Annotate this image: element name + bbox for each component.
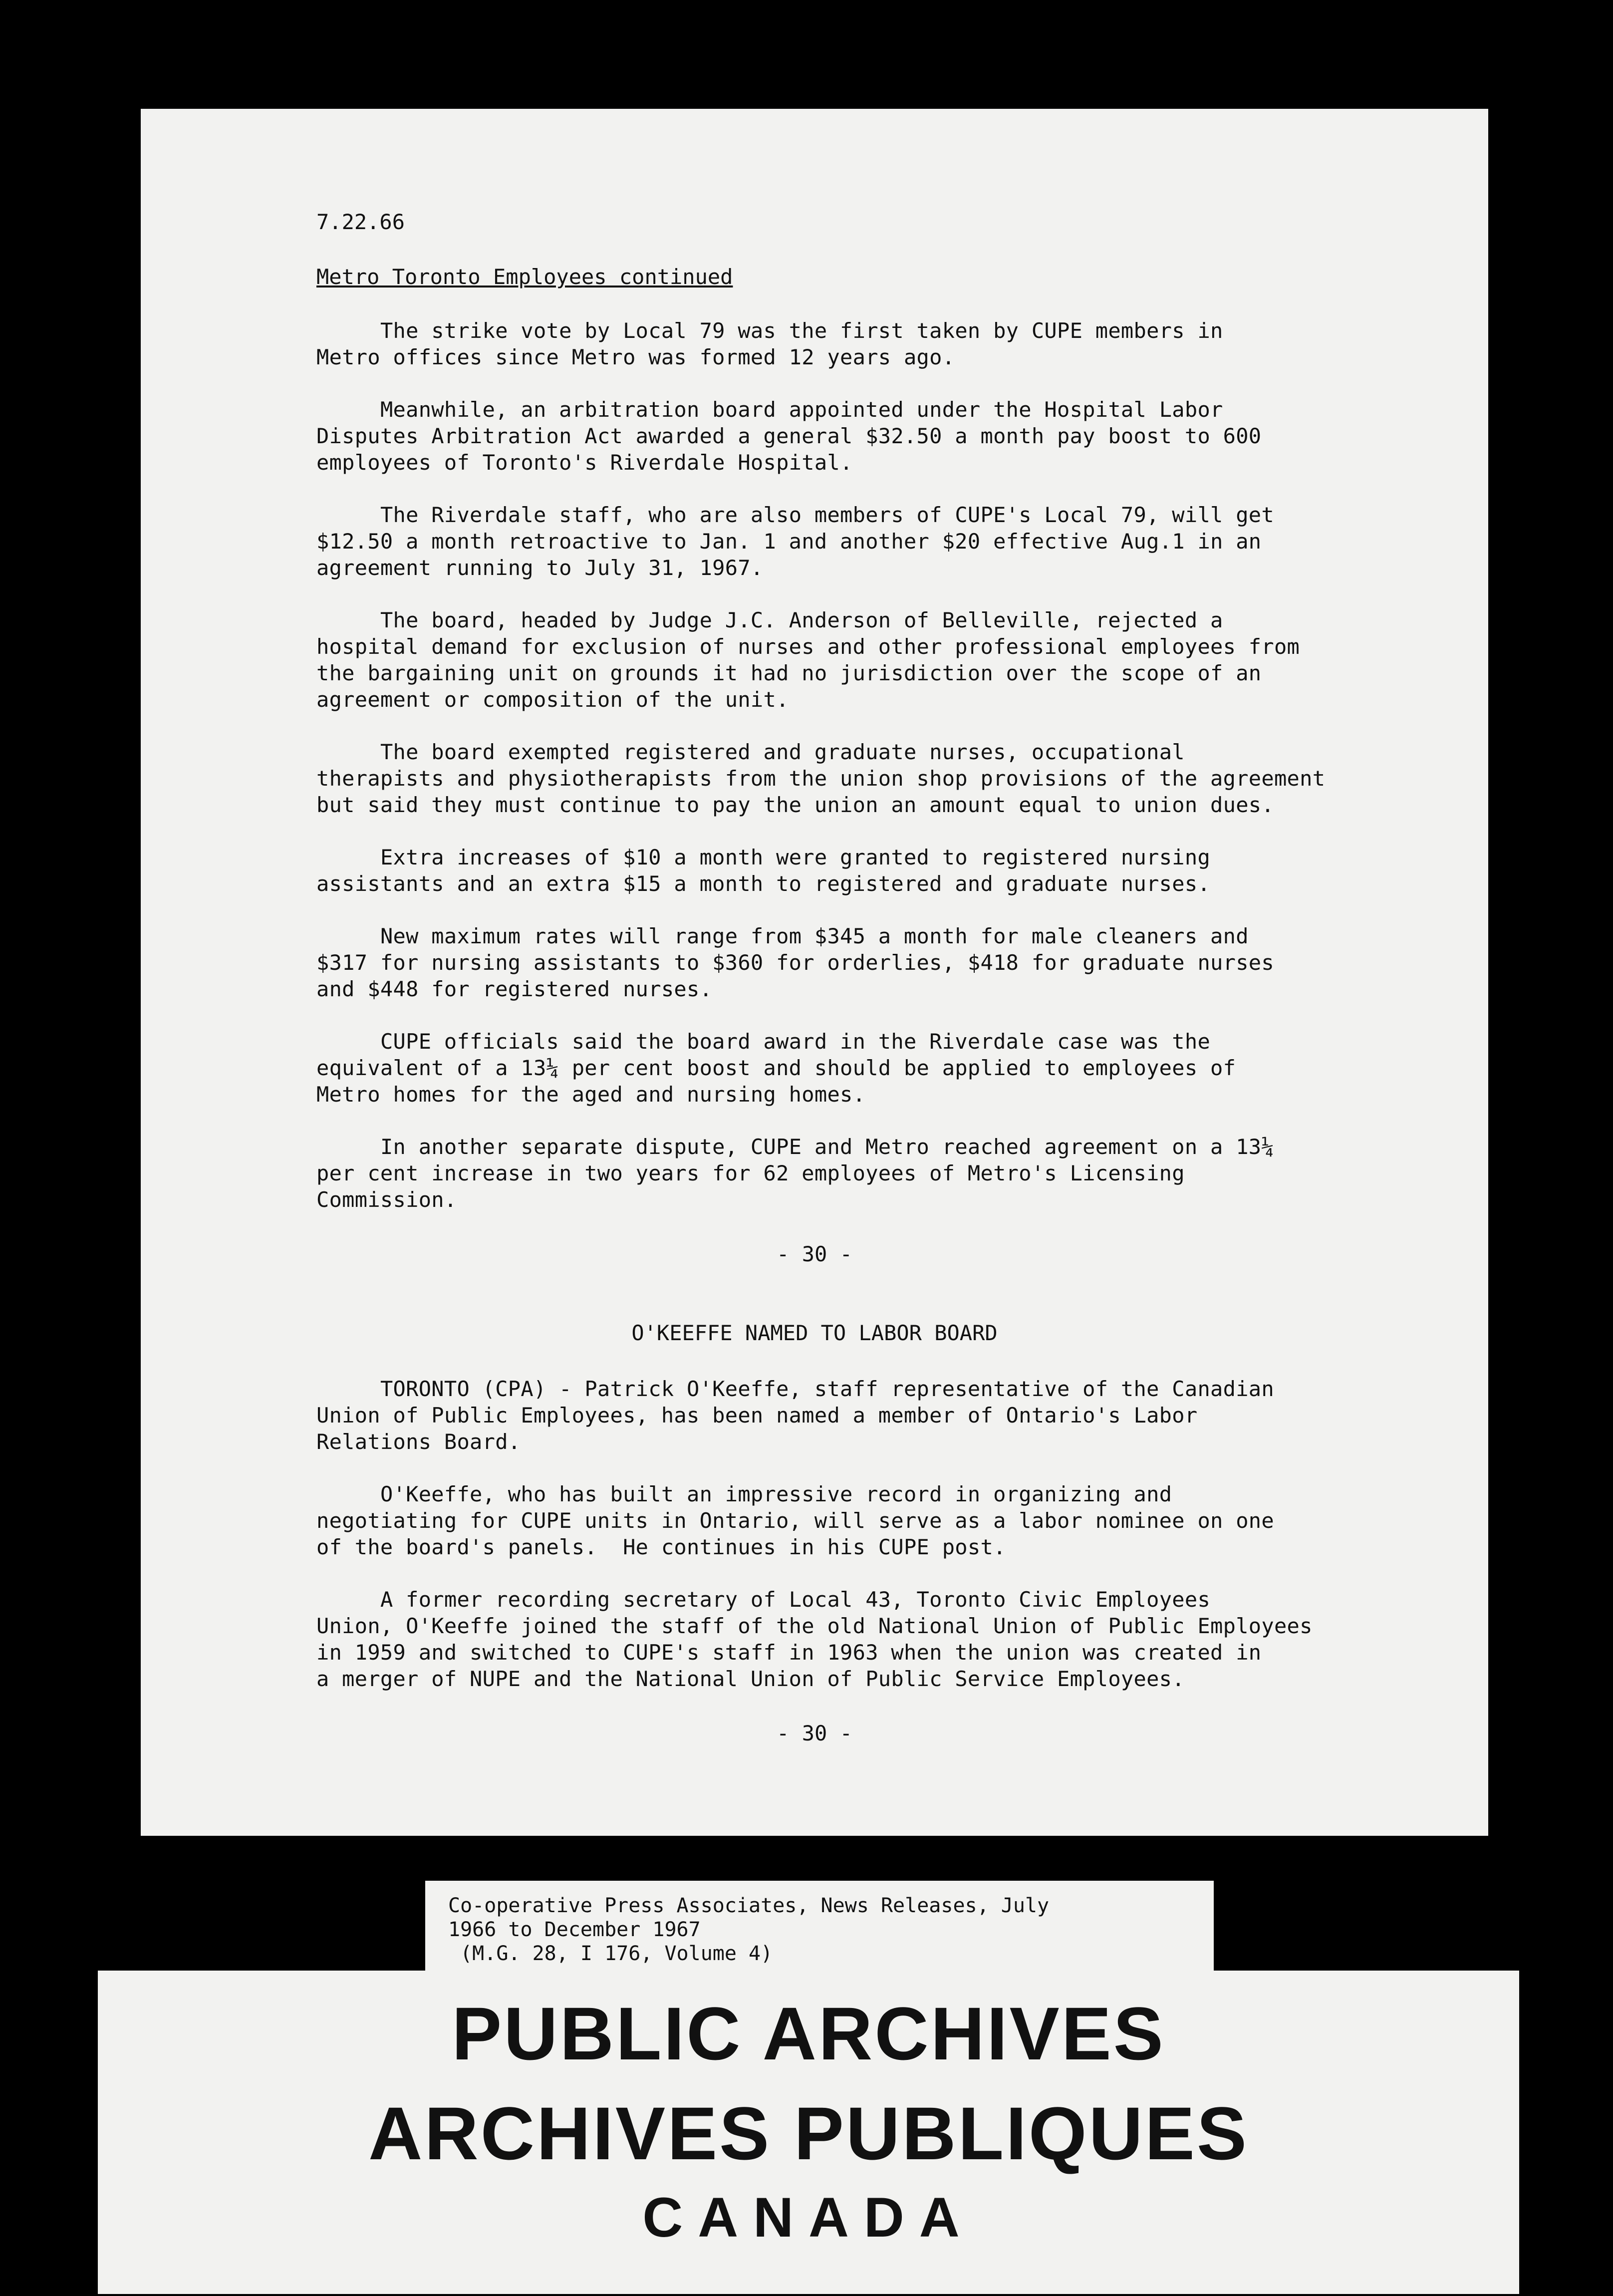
archives-stamp (98, 1971, 1519, 2294)
page-marker-1: - 30 - (777, 1242, 852, 1266)
paragraph: The Riverdale staff, who are also members of CUPE's Local 79, will get $12.50 a month retroactive to Jan. 1 and another $20 effective Aug.1 in an agreement running to July 31, 1967. (316, 503, 1274, 580)
paragraph: In another separate dispute, CUPE and Metro reached agreement on a 13¼ per cent increase in two years for 62 employees of Metro's Licensing Commission. (316, 1135, 1274, 1212)
page-marker-2: - 30 - (777, 1721, 852, 1745)
paragraph: The board exempted registered and graduate nurses, occupational therapists and physiotherapists from the union shop provisions of the agreement but said they must continue to pay the union an amount equal to union dues. (316, 740, 1326, 817)
paragraph: New maximum rates will range from $345 a month for male cleaners and $317 for nursing assistants to $360 for orderlies, $418 for graduate nurses and $448 for registered nurses. (316, 924, 1274, 1001)
paragraph: The board, headed by Judge J.C. Anderson of Belleville, rejected a hospital demand for exclusion of nurses and other professional employees from the bargaining unit on grounds it had no jurisdiction over the scope of an agreement or composition of the unit. (316, 608, 1300, 712)
archive-label-line: Co-operative Press Associates, News Releases, July (448, 1894, 1050, 1917)
document-date: 7.22.66 (316, 210, 405, 234)
stamp-line-country: CANADA (642, 2186, 975, 2249)
paragraph: Meanwhile, an arbitration board appointed under the Hospital Labor Disputes Arbitration Act awarded a general $32.50 a month pay boost to 600 employees of Toronto's Riverdale Hospital. (316, 397, 1262, 475)
story-body-1 (316, 317, 1398, 1239)
document-page (141, 109, 1488, 1836)
story-title: O'KEEFFE NAMED TO LABOR BOARD (631, 1321, 998, 1345)
archive-label-line: (M.G. 28, I 176, Volume 4) (448, 1942, 773, 1965)
archive-label-card (425, 1881, 1214, 1971)
paragraph: TORONTO (CPA) - Patrick O'Keeffe, staff representative of the Canadian Union of Public Employees, has been named a member of Ontario's Labor Relations Board. (316, 1377, 1274, 1454)
archive-label-line: 1966 to December 1967 (448, 1918, 701, 1941)
paragraph: CUPE officials said the board award in the Riverdale case was the equivalent of a 13¼ per cent boost and should be applied to employees of Metro homes for the aged and nursing homes. (316, 1029, 1236, 1107)
paragraph: A former recording secretary of Local 43, Toronto Civic Employees Union, O'Keeffe joined the staff of the old National Union of Public Employees in 1959 and switched to CUPE's staff in 1963 when the union was created in a merger of NUPE and the National Union of Public Service Employees. (316, 1587, 1313, 1691)
stamp-line-english: PUBLIC ARCHIVES (452, 1992, 1165, 2075)
paragraph: O'Keeffe, who has built an impressive record in organizing and negotiating for CUPE units in Ontario, will serve as a labor nominee on one of the board's panels. He continues in his CUPE post. (316, 1482, 1274, 1559)
paragraph: The strike vote by Local 79 was the first taken by CUPE members in Metro offices since Metro was formed 12 years ago. (316, 318, 1223, 369)
stamp-line-french: ARCHIVES PUBLIQUES (368, 2091, 1249, 2175)
paragraph: Extra increases of $10 a month were granted to registered nursing assistants and an extra $15 a month to registered and graduate nurses. (316, 845, 1211, 896)
section-heading: Metro Toronto Employees continued (316, 265, 733, 289)
story-body-2 (316, 1376, 1398, 1718)
